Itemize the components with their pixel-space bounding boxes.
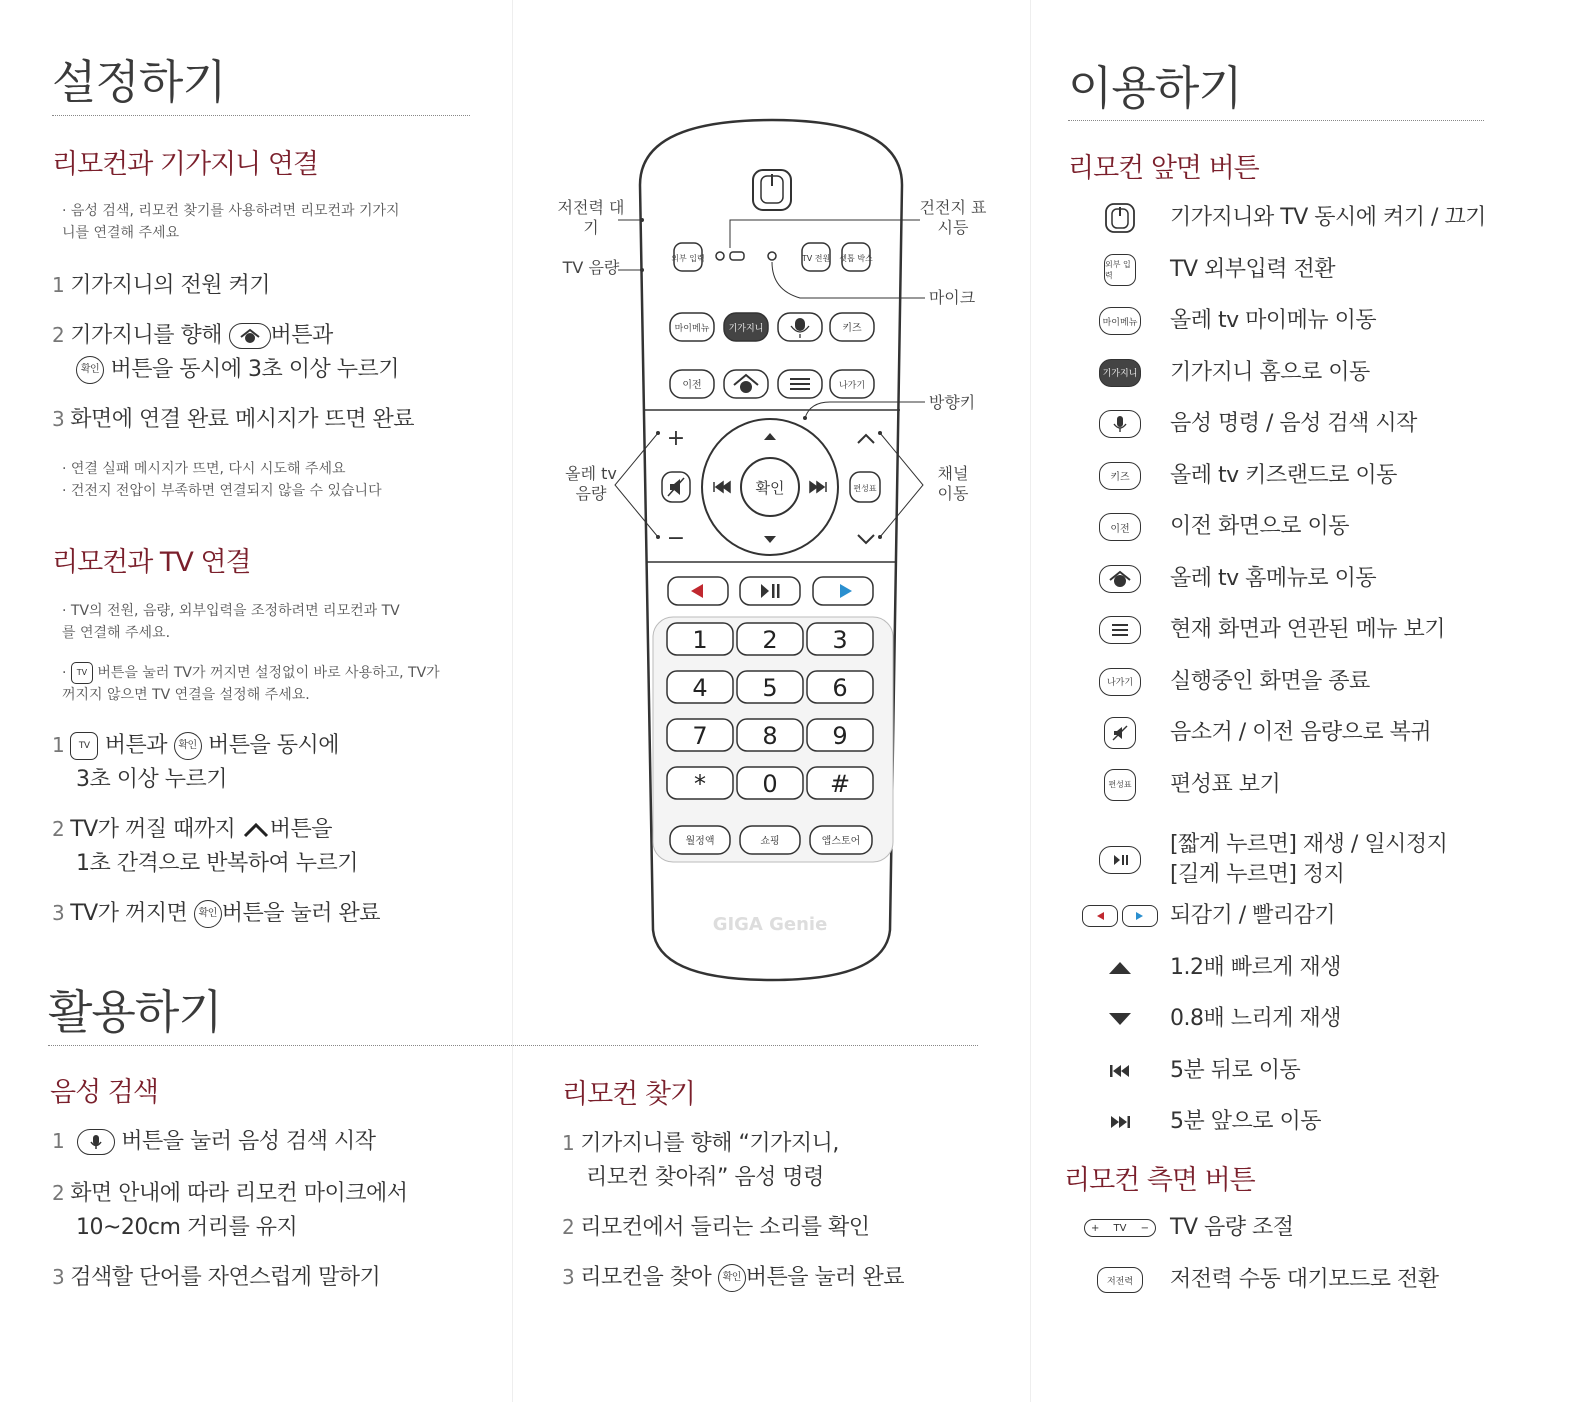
step-number: 1 <box>562 1131 575 1155</box>
note-text: 건전지 전압이 부족하면 연결되지 않을 수 있습니다 <box>70 483 382 499</box>
note-item: · 건전지 전압이 부족하면 연결되지 않을 수 있습니다 <box>62 483 382 499</box>
step-text: 기가지니를 향해 <box>70 323 222 348</box>
legend-row <box>1070 198 1550 238</box>
legend-row <box>1070 948 1550 988</box>
legend-row <box>1070 250 1550 290</box>
note-item: · 연결 실패 메시지가 뜨면, 다시 시도해 주세요 <box>62 461 346 477</box>
ok-icon: 확인 <box>76 356 104 384</box>
menu-icon <box>1070 616 1170 644</box>
legend-row <box>1070 559 1550 599</box>
notes-genie-connect <box>62 458 442 502</box>
guide-title: 이용하기 <box>1068 61 1242 115</box>
play-pause-button <box>740 577 800 605</box>
legend-text: 현재 화면과 연관된 메뉴 보기 <box>1170 617 1445 642</box>
brand-logo: GIGA Genie <box>712 914 828 935</box>
step-number: 2 <box>562 1215 575 1239</box>
use-title-rule <box>48 1045 978 1046</box>
input-icon: 외부 입력 <box>1070 254 1170 286</box>
legend-text: 편성표 보기 <box>1170 771 1281 797</box>
step-text: 버튼과 <box>270 323 333 348</box>
legend-text: 올레 tv 마이메뉴 이동 <box>1170 308 1377 333</box>
tv-home-icon <box>229 323 271 349</box>
section-heading-tv-connect: 리모컨과 TV 연결 <box>52 547 251 578</box>
use-title: 활용하기 <box>48 985 222 1039</box>
legend-row <box>1070 353 1550 393</box>
step-text: 버튼을 <box>269 817 332 842</box>
legend-text: 저전력 수동 대기모드로 전환 <box>1170 1267 1439 1292</box>
rew-ff-icon <box>1070 905 1170 927</box>
step-number: 1 <box>52 733 65 757</box>
callout-olleh-volume: 올레 tv 음량 <box>565 464 617 503</box>
tv-home-icon <box>1070 565 1170 593</box>
keypad-key-label: 4 <box>692 674 708 702</box>
channel-up-icon <box>242 821 270 839</box>
shopping-button-label: 쇼핑 <box>760 836 780 847</box>
mymenu-icon: 마이메뉴 <box>1070 307 1170 335</box>
section-heading-side-buttons: 리모컨 측면 버튼 <box>1064 1165 1255 1196</box>
step-number: 1 <box>52 273 65 297</box>
keypad-key-label: 7 <box>692 722 708 750</box>
play-pause-icon <box>1099 846 1141 874</box>
volume-minus: − <box>666 526 686 551</box>
keypad-key-label: 2 <box>762 626 778 654</box>
legend-text: 실행중인 화면을 종료 <box>1170 668 1370 694</box>
step-text: 버튼을 눌러 음성 검색 시작 <box>121 1129 376 1154</box>
legend-row <box>1070 507 1550 547</box>
keypad-key-label: * <box>694 770 706 798</box>
keypad-key-label: 8 <box>762 722 778 750</box>
tv-power-button-label: TV 전원 <box>801 254 831 263</box>
mic-icon <box>1070 410 1170 438</box>
keypad-key-label: 1 <box>692 626 708 654</box>
tv-step-1 <box>52 728 472 797</box>
legend-text: 기가지니 홈으로 이동 <box>1170 359 1370 385</box>
voice-step-1 <box>52 1124 375 1159</box>
legend-row <box>1070 610 1550 650</box>
step-text: 리모컨을 찾아 <box>580 1265 712 1290</box>
legend-text: [길게 누르면] 정지 <box>1170 862 1345 887</box>
step-text: 화면 안내에 따라 리모컨 마이크에서 <box>70 1181 408 1206</box>
epg-button-label: 편성표 <box>853 484 877 493</box>
legend-text: 음소거 / 이전 음량으로 복귀 <box>1170 720 1432 745</box>
find-step-1 <box>562 1126 839 1195</box>
keypad-key-label: # <box>829 770 851 798</box>
epg-icon: 편성표 <box>1070 769 1170 801</box>
legend-text: 5분 앞으로 이동 <box>1170 1109 1321 1134</box>
keypad-key-label: 5 <box>762 674 778 702</box>
guide-title-rule <box>1068 120 1484 121</box>
step-text: 기가지니를 향해 “기가지니, <box>580 1131 839 1156</box>
legend-row <box>1070 1051 1550 1091</box>
mic-icon <box>77 1129 115 1155</box>
kids-button-label: 키즈 <box>842 323 862 334</box>
step-number: 3 <box>562 1265 575 1289</box>
section-heading-voice-search: 음성 검색 <box>50 1077 158 1108</box>
legend-text: 기가지니와 TV 동시에 켜기 / 끄기 <box>1170 205 1486 230</box>
legend-text: 5분 뒤로 이동 <box>1170 1057 1301 1083</box>
legend-row <box>1070 1102 1550 1142</box>
step-text: 기가지니의 전원 켜기 <box>70 273 270 298</box>
step-text: 리모컨 찾아줘” 음성 명령 <box>586 1165 824 1190</box>
keypad-key-label: 3 <box>832 626 848 654</box>
callout-channel: 채널 이동 <box>937 464 969 503</box>
step-number: 3 <box>52 901 65 925</box>
settop-button-label: 셋톱 박스 <box>839 254 873 263</box>
voice-step-2 <box>52 1176 408 1245</box>
ok-icon: 확인 <box>174 732 202 760</box>
legend-row <box>1070 301 1550 341</box>
step-number: 1 <box>52 1129 65 1153</box>
down-triangle-icon <box>1070 1010 1170 1028</box>
legend-row <box>1070 896 1550 936</box>
setup-title: 설정하기 <box>52 55 226 109</box>
legend-text: 음성 명령 / 음성 검색 시작 <box>1170 411 1417 436</box>
section-heading-find-remote: 리모컨 찾기 <box>562 1079 695 1110</box>
step-number: 2 <box>52 817 65 841</box>
keypad-key-label: 9 <box>832 722 848 750</box>
step-text: TV가 꺼지면 <box>70 901 188 926</box>
exit-button-label: 나가기 <box>838 381 866 391</box>
section-heading-front-buttons: 리모컨 앞면 버튼 <box>1068 153 1259 184</box>
up-triangle-icon <box>1070 959 1170 977</box>
step-text: 검색할 단어를 자연스럽게 말하기 <box>70 1265 381 1290</box>
genie-step-2 <box>52 318 472 387</box>
legend-row <box>1070 404 1550 444</box>
monthly-button-label: 월정액 <box>685 836 715 847</box>
legend-text: [짧게 누르면] 재생 / 일시정지 <box>1170 832 1448 857</box>
step-text: TV가 꺼질 때까지 <box>70 817 236 842</box>
tv-step-2 <box>52 812 472 881</box>
step-number: 3 <box>52 407 65 431</box>
back-icon: 이전 <box>1070 513 1170 541</box>
legend-text: 되감기 / 빨리감기 <box>1170 903 1336 928</box>
voice-step-3 <box>52 1260 380 1295</box>
skip-forward-icon <box>1070 1114 1170 1130</box>
exit-icon: 나가기 <box>1070 668 1170 696</box>
genie-step-3 <box>52 402 414 437</box>
genie-step-1 <box>52 268 270 303</box>
input-button-label: 외부 입력 <box>671 254 705 263</box>
mute-icon <box>1070 717 1170 749</box>
power-save-icon: 저전력 <box>1070 1267 1170 1293</box>
step-text: 3초 이상 누르기 <box>76 767 227 792</box>
gigagenie-icon: 기가지니 <box>1070 359 1170 387</box>
step-number: 3 <box>52 1265 65 1289</box>
find-step-3 <box>562 1260 904 1295</box>
step-text: 버튼을 눌러 완료 <box>221 901 380 926</box>
step-text: 리모컨에서 들리는 소리를 확인 <box>580 1215 870 1240</box>
tv-power-icon: TV <box>71 662 93 684</box>
appstore-button-label: 앱스토어 <box>821 836 861 847</box>
legend-row <box>1070 1260 1550 1300</box>
note-text: TV의 전원, 음량, 외부입력을 조정하려면 리모컨과 TV를 연결해 주세요. <box>62 603 400 641</box>
legend-row <box>1070 765 1550 805</box>
back-button-label: 이전 <box>682 380 702 391</box>
legend-text: 올레 tv 키즈랜드로 이동 <box>1170 462 1397 488</box>
callout-power-save: 저전력 대기 <box>557 198 625 237</box>
legend-row <box>1070 662 1550 702</box>
ok-button-label: 확인 <box>755 479 785 497</box>
legend-text: 0.8배 느리게 재생 <box>1170 1006 1341 1031</box>
tv-step-3 <box>52 896 380 931</box>
ok-icon: 확인 <box>194 900 222 928</box>
tv-volume-icon: + TV − <box>1070 1219 1170 1237</box>
section-heading-genie-connect: 리모컨과 기가지니 연결 <box>52 149 318 180</box>
find-step-2 <box>562 1210 870 1245</box>
keypad-key-label: 6 <box>832 674 848 702</box>
step-text: 버튼을 눌러 완료 <box>745 1265 905 1290</box>
step-text: 버튼을 동시에 <box>208 733 340 758</box>
legend-text: 이전 화면으로 이동 <box>1170 514 1350 539</box>
skip-back-icon <box>1070 1063 1170 1079</box>
callout-dpad: 방향키 <box>928 393 976 412</box>
step-text: 버튼을 동시에 3초 이상 누르기 <box>110 357 399 382</box>
step-text: 버튼과 <box>104 733 167 758</box>
legend-row-play <box>1070 832 1550 888</box>
callout-mic: 마이크 <box>928 288 976 307</box>
legend-text: TV 음량 조절 <box>1170 1215 1294 1240</box>
setup-title-rule <box>52 115 470 116</box>
gigagenie-button-label: 기가지니 <box>728 324 764 334</box>
tv-power-icon: TV <box>70 732 98 760</box>
callout-tv-volume: TV 음량 <box>562 258 620 277</box>
step-text: 화면에 연결 완료 메시지가 뜨면 완료 <box>70 407 414 432</box>
step-text: 1초 간격으로 반복하여 누르기 <box>76 851 359 876</box>
legend-row <box>1070 999 1550 1039</box>
note-text: 음성 검색, 리모컨 찾기를 사용하려면 리모컨과 기가지니를 연결해 주세요 <box>62 203 400 241</box>
kids-icon: 키즈 <box>1070 462 1170 490</box>
step-number: 2 <box>52 1181 65 1205</box>
legend-row <box>1070 1208 1550 1248</box>
legend-text: 1.2배 빠르게 재생 <box>1170 954 1341 980</box>
mymenu-button-label: 마이메뉴 <box>674 324 710 334</box>
keypad-key-label: 0 <box>762 770 778 798</box>
step-number: 2 <box>52 323 65 347</box>
power-icon <box>1070 201 1170 235</box>
ok-icon: 확인 <box>718 1264 746 1292</box>
note-genie-connect: · 음성 검색, 리모컨 찾기를 사용하려면 리모컨과 기가지니를 연결해 주세요 <box>62 203 400 241</box>
callout-battery: 건전지 표시등 <box>919 198 987 237</box>
legend-row <box>1070 713 1550 753</box>
note-tv-connect-1: · TV의 전원, 음량, 외부입력을 조정하려면 리모컨과 TV를 연결해 주세요. <box>62 603 400 641</box>
step-text: 10~20cm 거리를 유지 <box>76 1215 298 1240</box>
legend-row <box>1070 456 1550 496</box>
note-text: 연결 실패 메시지가 뜨면, 다시 시도해 주세요 <box>70 461 346 477</box>
volume-plus: + <box>666 426 686 451</box>
note-text: 버튼을 눌러 TV가 꺼지면 설정없이 바로 사용하고, TV가 꺼지지 않으면 TV 연결을 설정해 주세요. <box>62 665 440 703</box>
legend-text: TV 외부입력 전환 <box>1170 256 1335 282</box>
note-tv-connect-2: · TV 버튼을 눌러 TV가 꺼지면 설정없이 바로 사용하고, TV가 꺼지지 않으면 TV 연결을 설정해 주세요. <box>62 662 442 706</box>
legend-text: 올레 tv 홈메뉴로 이동 <box>1170 565 1377 591</box>
